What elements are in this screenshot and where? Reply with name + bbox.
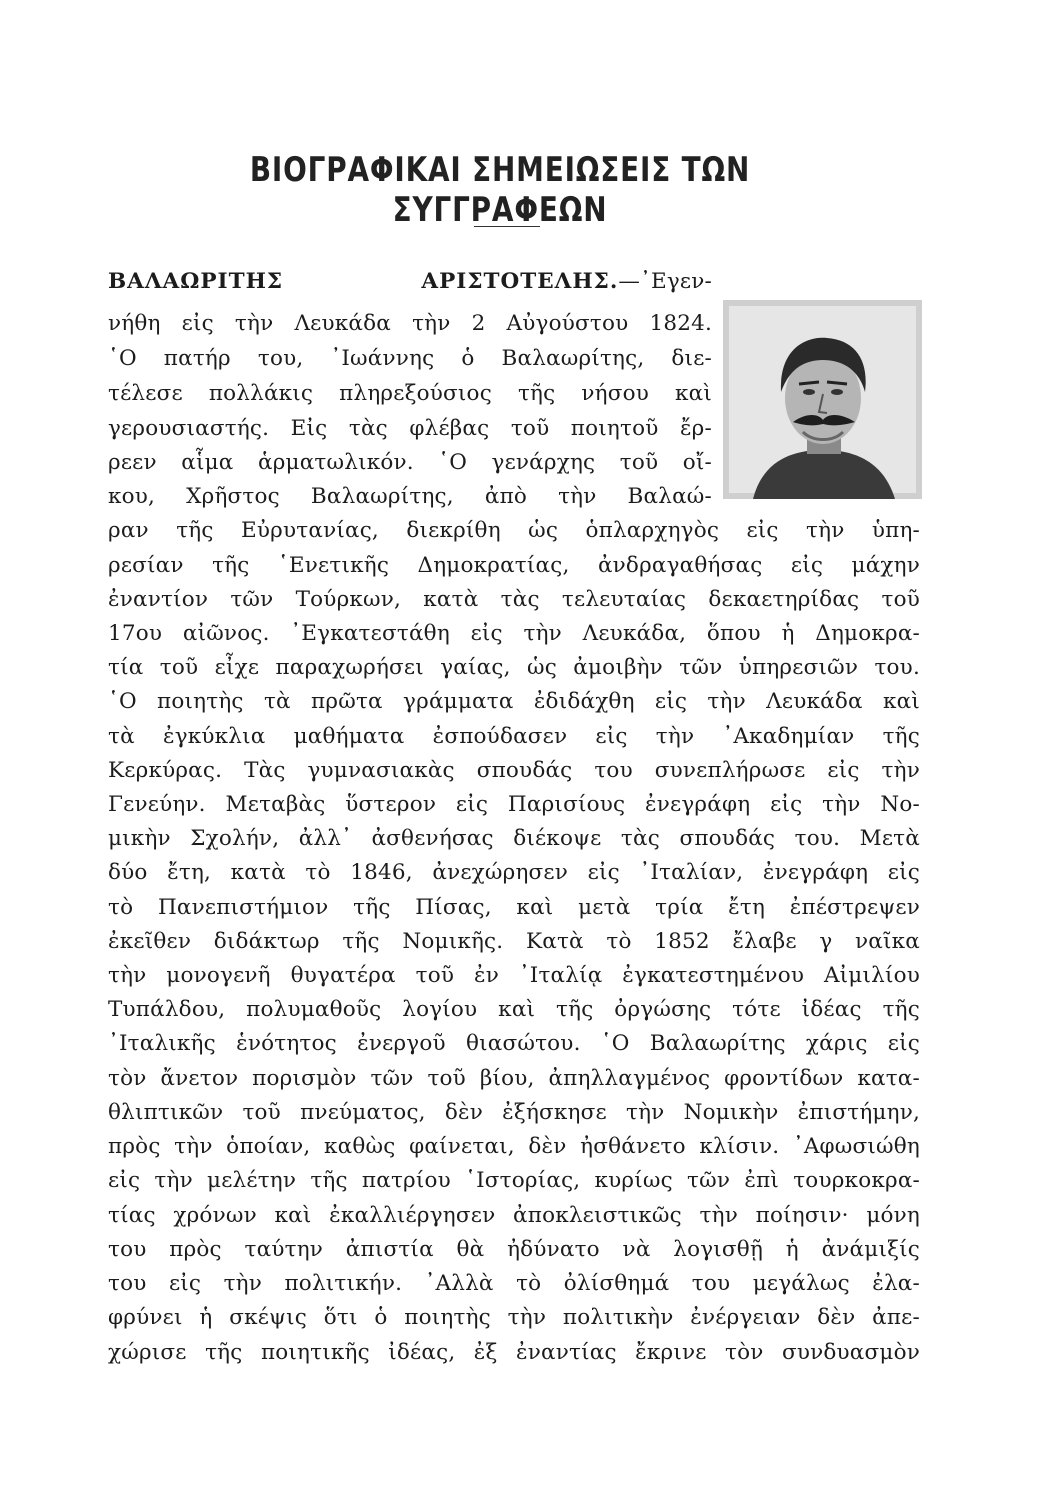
text-line: δύο ἔτη, κατὰ τὸ 1846, ἀνεχώρησεν εἰς ᾿Ιταλίαν, ἐνεγράφη εἰς bbox=[108, 860, 920, 885]
text-line: χώρισε τῆς ποιητικῆς ἰδέας, ἐξ ἐναντίας ἔκρινε τὸν συνδυασμὸν bbox=[108, 1340, 920, 1365]
page-title: ΒΙΟΓΡΑΦΙΚΑΙ ΣΗΜΕΙΩΣΕΙΣ ΤΩΝ ΣΥΓΓΡΑΦΕΩΝ bbox=[249, 150, 751, 230]
text-line: τία τοῦ εἶχε παραχωρήσει γαίας, ὡς ἀμοιβὴν τῶν ὑπηρεσιῶν του. bbox=[108, 655, 920, 680]
text-line: νήθη εἰς τὴν Λευκάδα τὴν 2 Αὐγούστου 1824. bbox=[108, 311, 712, 336]
text-line: ᾿Ιταλικῆς ἑνότητος ἐνεργοῦ θιασώτου. ῾Ο Βαλαωρίτης χάρις εἰς bbox=[108, 1031, 920, 1056]
title-divider bbox=[474, 226, 540, 227]
text-line: φρύνει ἡ σκέψις ὅτι ὁ ποιητὴς τὴν πολιτικὴν ἐνέργειαν δὲν ἀπε- bbox=[108, 1305, 920, 1330]
text-line: θλιπτικῶν τοῦ πνεύματος, δὲν ἐξήσκησε τὴν Νομικὴν ἐπιστήμην, bbox=[108, 1100, 920, 1125]
text-line: ῾Ο ποιητὴς τὰ πρῶτα γράμματα ἐδιδάχθη εἰς τὴν Λευκάδα καὶ bbox=[108, 689, 920, 714]
text-line: του εἰς τὴν πολιτικήν. ᾿Αλλὰ τὸ ὀλίσθημά του μεγάλως ἐλα- bbox=[108, 1271, 920, 1296]
text-line bbox=[108, 271, 712, 293]
text-line: μικὴν Σχολήν, ἀλλ᾿ ἀσθενήσας διέκοψε τὰς σπουδάς του. Μετὰ bbox=[108, 826, 920, 851]
portrait-engraving-icon bbox=[723, 300, 922, 499]
text-line: 17ου αἰῶνος. ᾿Εγκατεστάθη εἰς τὴν Λευκάδα, ὅπου ἡ Δημοκρα- bbox=[108, 621, 920, 646]
text-line: τίας χρόνων καὶ ἐκαλλιέργησεν ἀποκλειστικῶς τὴν ποίησιν· μόνη bbox=[108, 1203, 920, 1228]
text-line: τὰ ἐγκύκλια μαθήματα ἐσπούδασεν εἰς τὴν ᾿Ακαδημίαν τῆς bbox=[108, 724, 920, 749]
text-line: ῾Ο πατήρ του, ᾿Ιωάννης ὁ Βαλαωρίτης, διε- bbox=[108, 346, 712, 371]
text-line: ραν τῆς Εὐρυτανίας, διεκρίθη ὡς ὁπλαρχηγὸς εἰς τὴν ὑπη- bbox=[108, 518, 920, 543]
text-line: ἐναντίον τῶν Τούρκων, κατὰ τὰς τελευταίας δεκαετηρίδας τοῦ bbox=[108, 587, 920, 612]
text-fragment: —᾿Εγεν- bbox=[618, 269, 712, 294]
text-line: Γενεύην. Μεταβὰς ὕστερον εἰς Παρισίους ἐνεγράφη εἰς τὴν Νο- bbox=[108, 792, 920, 817]
text-line: Κερκύρας. Τὰς γυμνασιακὰς σπουδάς του συνεπλήρωσε εἰς τὴν bbox=[108, 758, 920, 783]
text-line: ρεσίαν τῆς ῾Ενετικῆς Δημοκρατίας, ἀνδραγαθήσας εἰς μάχην bbox=[108, 553, 920, 578]
text-line: τὸ Πανεπιστήμιον τῆς Πίσας, καὶ μετὰ τρία ἔτη ἐπέστρεψεν bbox=[108, 895, 920, 920]
text-line: τὸν ἄνετον πορισμὸν τῶν τοῦ βίου, ἀπηλλαγμένος φροντίδων κατα- bbox=[108, 1066, 920, 1091]
text-line: πρὸς τὴν ὁποίαν, καθὼς φαίνεται, δὲν ἠσθάνετο κλίσιν. ᾿Αφωσιώθη bbox=[108, 1134, 920, 1159]
text-line: Τυπάλδου, πολυμαθοῦς λογίου καὶ τῆς ὀργώσης τότε ἰδέας τῆς bbox=[108, 997, 920, 1022]
text-line: ἐκεῖθεν διδάκτωρ τῆς Νομικῆς. Κατὰ τὸ 1852 ἔλαβε γ ναῖκα bbox=[108, 929, 920, 954]
text-line: κου, Χρῆστος Βαλαωρίτης, ἀπὸ τὴν Βαλαώ- bbox=[108, 484, 712, 509]
text-line: τὴν μονογενῆ θυγατέρα τοῦ ἐν ᾿Ιταλίᾳ ἐγκατεστημένου Αἰμιλίου bbox=[108, 963, 920, 988]
text-line: γερουσιαστής. Εἰς τὰς φλέβας τοῦ ποιητοῦ ἔρ- bbox=[108, 416, 712, 441]
author-name: ΒΑΛΑΩΡΙΤΗΣ ΑΡΙΣΤΟΤΕΛΗΣ. bbox=[108, 269, 619, 294]
text-line: τέλεσε πολλάκις πληρεξούσιος τῆς νήσου καὶ bbox=[108, 381, 712, 406]
text-line: εἰς τὴν μελέτην τῆς πατρίου ῾Ιστορίας, κυρίως τῶν ἐπὶ τουρκοκρα- bbox=[108, 1168, 920, 1193]
text-line: του πρὸς ταύτην ἀπιστία θὰ ἠδύνατο νὰ λογισθῇ ἡ ἀνάμιξίς bbox=[108, 1237, 920, 1262]
text-line: ρεεν αἷμα ἁρματωλικόν. ῾Ο γενάρχης τοῦ οἴ- bbox=[108, 450, 712, 475]
